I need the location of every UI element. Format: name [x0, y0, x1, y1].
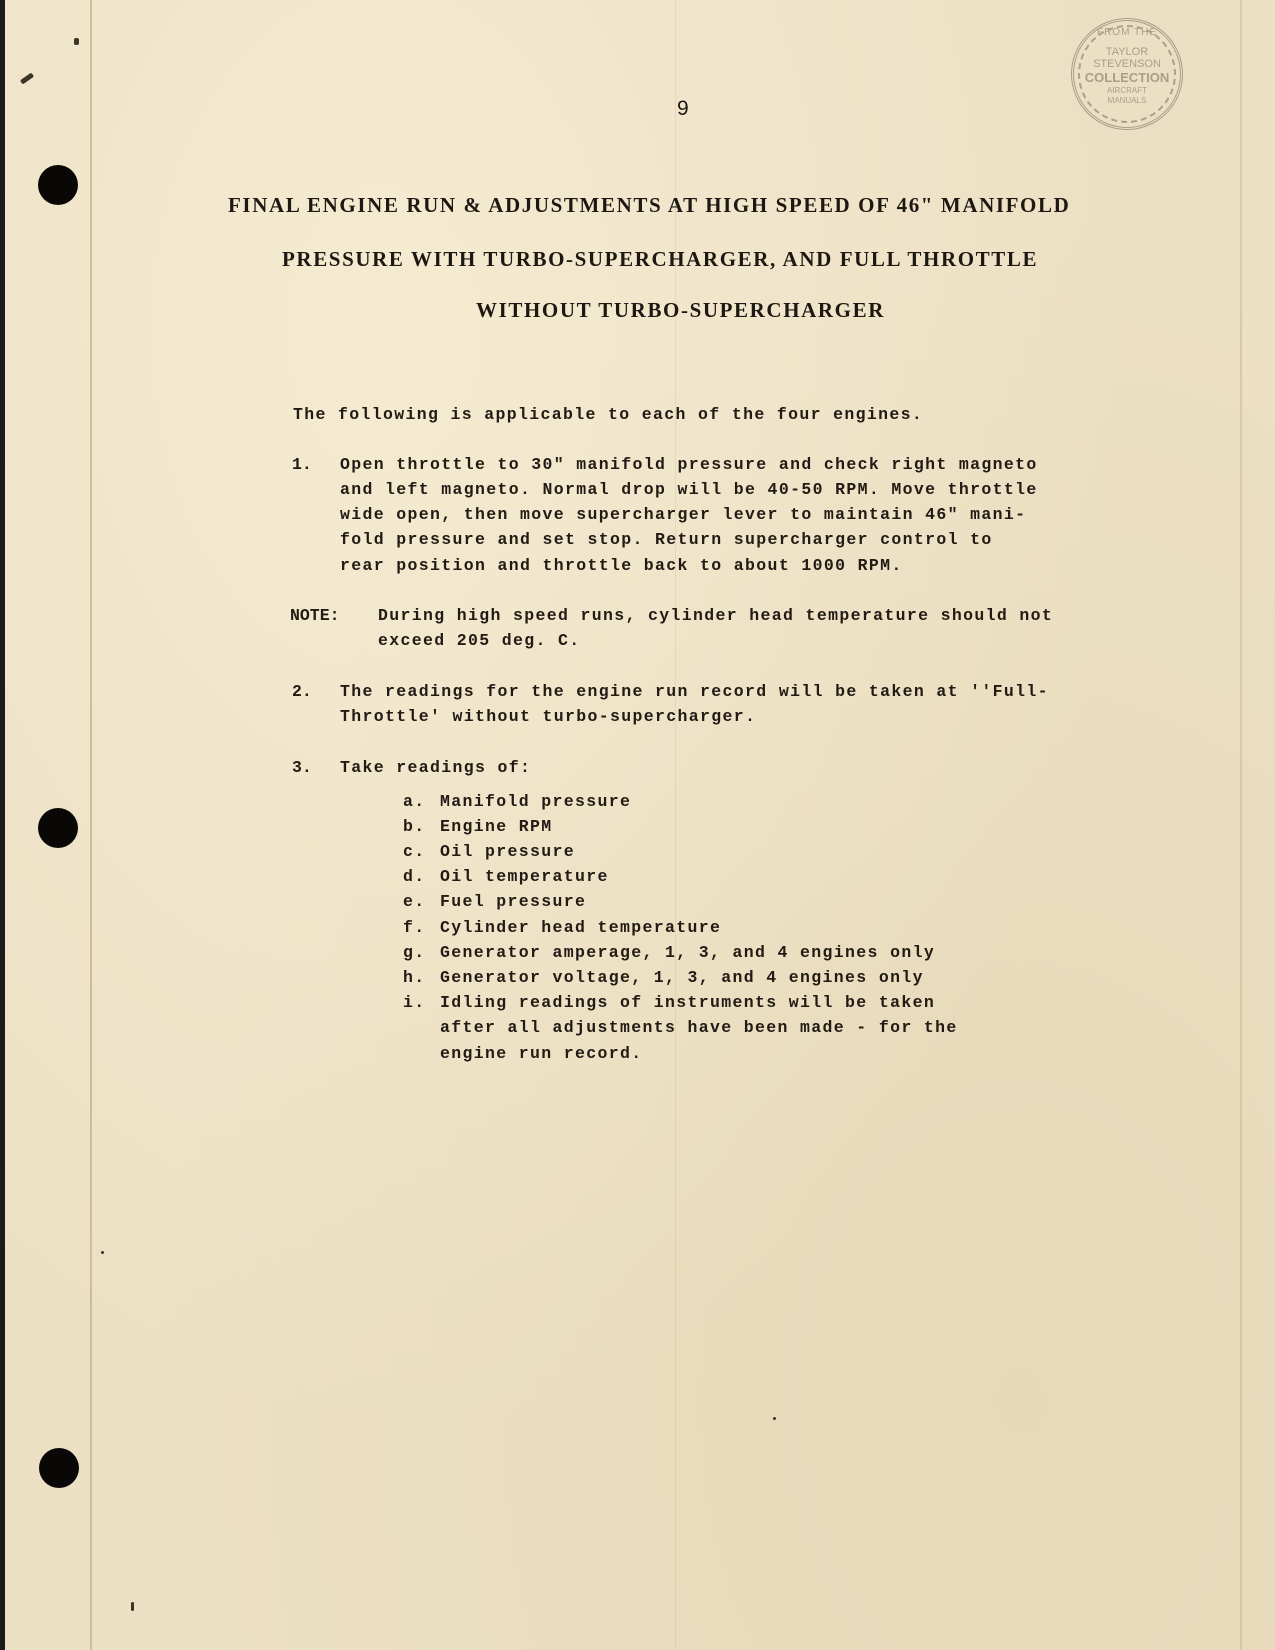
- item-1-number: 1.: [292, 455, 312, 474]
- stamp-from: FROM THE: [1096, 27, 1158, 38]
- reading-text: Generator amperage, 1, 3, and 4 engines only: [440, 943, 936, 962]
- stamp-aircraft: AIRCRAFT: [1107, 86, 1147, 95]
- reading-text-continued: after all adjustments have been made - for the: [440, 1018, 958, 1037]
- item-2-line: The readings for the engine run record will be taken at ''Full-: [340, 682, 1049, 701]
- title-line-3: WITHOUT TURBO-SUPERCHARGER: [476, 298, 885, 322]
- item-1-line: wide open, then move supercharger lever to maintain 46" mani-: [340, 505, 1027, 524]
- punch-hole-middle: [38, 808, 78, 848]
- note-label: NOTE:: [290, 606, 340, 625]
- reading-text: Generator voltage, 1, 3, and 4 engines only: [440, 968, 924, 987]
- item-1-line: and left magneto. Normal drop will be 40-50 RPM. Move throttle: [340, 480, 1038, 499]
- reading-letter: d.: [403, 867, 426, 886]
- item-1-line: rear position and throttle back to about 1000 RPM.: [340, 556, 903, 575]
- collection-stamp: [1071, 18, 1183, 130]
- item-2-line: Throttle' without turbo-supercharger.: [340, 707, 757, 726]
- reading-letter: g.: [403, 943, 426, 962]
- margin-crease-right: [1240, 0, 1242, 1650]
- reading-letter: e.: [403, 892, 426, 911]
- reading-text: Manifold pressure: [440, 792, 632, 811]
- reading-text: Engine RPM: [440, 817, 553, 836]
- reading-text: Oil pressure: [440, 842, 576, 861]
- ink-speck: [773, 1417, 776, 1420]
- reading-text: Cylinder head temperature: [440, 918, 722, 937]
- reading-letter: f.: [403, 918, 426, 937]
- stamp-manuals: MANUALS: [1107, 96, 1147, 105]
- reading-text: Fuel pressure: [440, 892, 587, 911]
- stamp-taylor: TAYLOR: [1105, 46, 1149, 58]
- ink-mark: [20, 72, 34, 84]
- ink-speck: [101, 1251, 104, 1254]
- reading-text: Oil temperature: [440, 867, 609, 886]
- item-2-number: 2.: [292, 682, 312, 701]
- punch-hole-bottom: [39, 1448, 79, 1488]
- intro-text: The following is applicable to each of the four engines.: [293, 405, 924, 424]
- reading-letter: c.: [403, 842, 426, 861]
- item-3-line: Take readings of:: [340, 758, 532, 777]
- page-number: 9: [677, 97, 689, 120]
- note-line: exceed 205 deg. C.: [378, 631, 581, 650]
- item-3-number: 3.: [292, 758, 312, 777]
- stamp-collection: COLLECTION: [1084, 70, 1170, 85]
- reading-letter: b.: [403, 817, 426, 836]
- title-line-1: FINAL ENGINE RUN & ADJUSTMENTS AT HIGH SPEED OF 46" MANIFOLD: [228, 193, 1071, 217]
- ink-speck: [74, 38, 79, 45]
- item-1-line: fold pressure and set stop. Return supercharger control to: [340, 530, 993, 549]
- margin-crease: [90, 0, 92, 1650]
- scan-edge: [0, 0, 5, 1650]
- reading-letter: h.: [403, 968, 426, 987]
- reading-text: Idling readings of instruments will be taken: [440, 993, 936, 1012]
- ink-speck: [131, 1602, 134, 1611]
- reading-text-continued: engine run record.: [440, 1044, 643, 1063]
- item-1-line: Open throttle to 30" manifold pressure and check right magneto: [340, 455, 1038, 474]
- note-line: During high speed runs, cylinder head temperature should not: [378, 606, 1054, 625]
- stamp-stevenson: STEVENSON: [1093, 58, 1161, 70]
- title-line-2: PRESSURE WITH TURBO-SUPERCHARGER, AND FULL THROTTLE: [282, 247, 1039, 271]
- reading-letter: a.: [403, 792, 426, 811]
- punch-hole-top: [38, 165, 78, 205]
- reading-letter: i.: [403, 993, 426, 1012]
